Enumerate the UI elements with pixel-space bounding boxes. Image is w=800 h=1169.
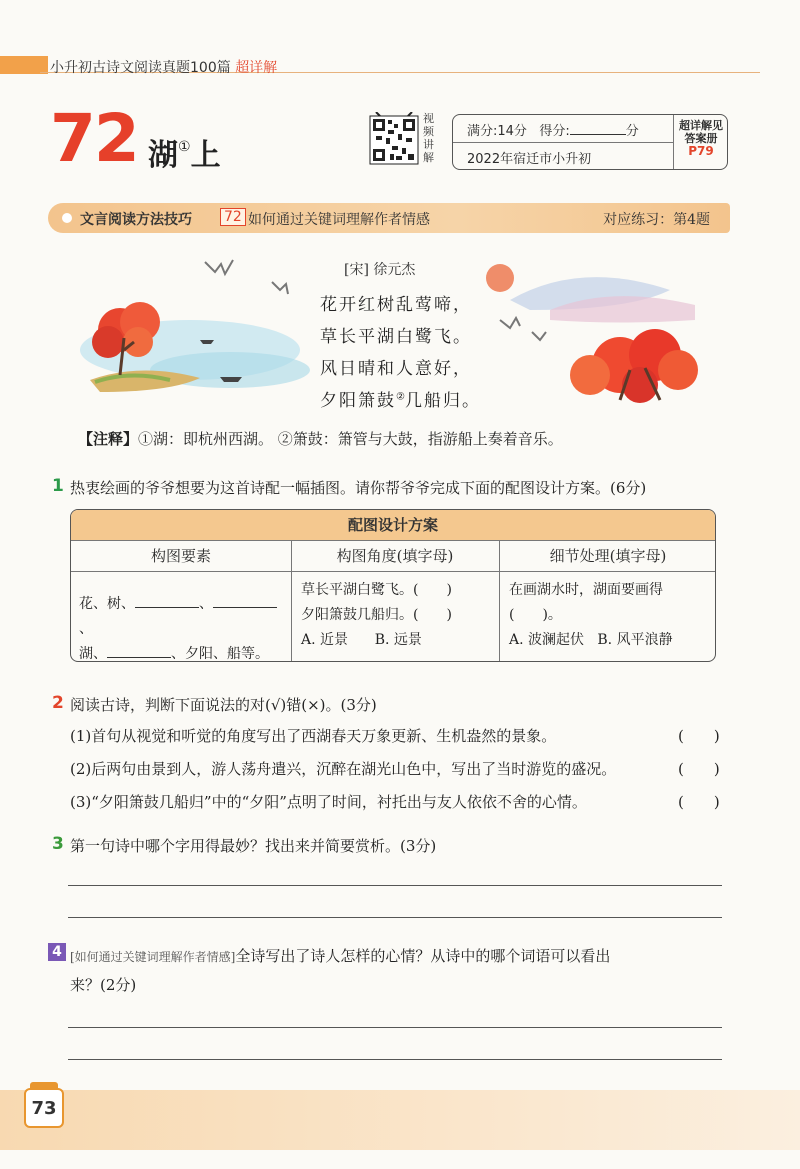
poem-author: [宋] 徐元杰 xyxy=(344,262,416,278)
element-blank-2[interactable] xyxy=(213,607,277,608)
score-divider xyxy=(453,142,673,143)
score-unit: 分 xyxy=(625,124,639,139)
lake-tree-illustration xyxy=(80,250,310,400)
method-topic: 如何通过关键词理解作者情感 xyxy=(248,212,430,228)
angle-question-2[interactable]: 夕阳箫鼓几船归。( ) xyxy=(301,607,452,623)
question-2-item-1: (1)首句从视觉和听觉的角度写出了西湖春天万象更新、生机盎然的景象。 xyxy=(70,727,557,745)
elements-row-1 xyxy=(79,592,289,642)
detail-option-a: A. 波澜起伏 xyxy=(509,632,585,648)
question-4-text-b: 来？(2分) xyxy=(70,976,137,994)
question-4-tag: [如何通过关键词理解作者情感] xyxy=(70,950,236,964)
question-2-item-2: (2)后两句由景到人，游人荡舟遣兴，沉醉在湖光山色中，写出了当时游览的盛况。 xyxy=(70,760,617,778)
poem-line-1: 花开红树乱莺啼， xyxy=(320,295,472,315)
elements-row-2 xyxy=(79,642,289,662)
question-3-number: 3 xyxy=(52,834,64,854)
col-head-detail: 细节处理(填字母) xyxy=(499,541,716,572)
angle-question-1[interactable]: 草长平湖白鹭飞。( ) xyxy=(301,582,452,598)
qr-code-icon[interactable] xyxy=(368,112,420,166)
score-row xyxy=(467,120,639,139)
question-2-text: 阅读古诗，判断下面说法的对(√)错(×)。(3分) xyxy=(70,696,377,714)
col-head-elements: 构图要素 xyxy=(71,541,291,572)
angle-options xyxy=(301,628,497,653)
score-vdivider xyxy=(673,115,674,169)
angle-option-b: B. 远景 xyxy=(374,632,422,648)
detail-question: 在画湖水时，湖面要画得 xyxy=(509,582,663,598)
answer-line[interactable] xyxy=(68,885,722,886)
question-4-number: 4 xyxy=(48,943,66,961)
question-2-item-3: (3)“夕阳箫鼓几船归”中的“夕阳”点明了时间，衬托出与友人依依不舍的心情。 xyxy=(70,793,587,811)
question-4-text-a: 全诗写出了诗人怎样的心情？从诗中的哪个词语可以看出 xyxy=(235,947,611,965)
detail-answer-bracket[interactable]: ( )。 xyxy=(509,607,562,623)
lesson-title-note: ① xyxy=(178,139,191,155)
notes-label: 【注释】 xyxy=(78,430,139,448)
series-highlight: 超详解 xyxy=(235,60,278,76)
score-label: 得分: xyxy=(539,124,570,139)
score-box xyxy=(452,114,728,170)
answer-note xyxy=(675,119,727,158)
poem-line-3: 风日晴和人意好， xyxy=(320,359,472,379)
sunset-tree-illustration xyxy=(470,250,700,405)
question-1-number: 1 xyxy=(52,476,64,496)
elements-sep: 、 xyxy=(199,596,213,612)
poem-line-4-note: ② xyxy=(396,391,405,403)
elements-sep: 、 xyxy=(79,621,93,637)
element-blank-3[interactable] xyxy=(107,657,171,658)
elements-row-2-text: 湖、 xyxy=(79,646,107,662)
angle-option-a: A. 近景 xyxy=(301,632,349,648)
poem-line-4-a: 夕阳箫鼓 xyxy=(320,391,396,411)
full-score: 满分:14分 xyxy=(467,124,527,139)
table-title: 配图设计方案 xyxy=(71,510,715,541)
angle-cell xyxy=(301,578,497,653)
question-4-text xyxy=(70,945,610,966)
page-number: 73 xyxy=(24,1088,64,1128)
detail-options xyxy=(509,628,713,653)
lesson-title-end: 上 xyxy=(190,138,221,173)
detail-cell xyxy=(509,578,713,653)
answer-note-text: 超详解见答案册 xyxy=(679,119,723,145)
score-blank[interactable] xyxy=(570,134,626,135)
question-1-text: 热衷绘画的爷爷想要为这首诗配一幅插图。请你帮爷爷完成下面的配图设计方案。(6分) xyxy=(70,479,647,497)
answer-line[interactable] xyxy=(68,1027,722,1028)
lesson-number: 72 xyxy=(50,100,138,177)
elements-cell xyxy=(79,592,289,662)
elements-row-2-end: 、夕阳、船等。 xyxy=(171,646,269,662)
lesson-title xyxy=(148,130,221,174)
poem-line-2: 草长平湖白鹭飞。 xyxy=(320,327,472,347)
elements-row-1-text: 花、树、 xyxy=(79,596,135,612)
element-blank-1[interactable] xyxy=(135,607,199,608)
question-2-bracket-3[interactable]: ( ) xyxy=(678,793,720,811)
method-number: 72 xyxy=(220,208,246,226)
poem-line-4-b: 几船归。 xyxy=(404,391,481,411)
poem-notes xyxy=(78,428,563,449)
lesson-title-text: 湖 xyxy=(148,138,178,173)
question-2-bracket-1[interactable]: ( ) xyxy=(678,727,720,745)
question-3-text: 第一句诗中哪个字用得最妙？找出来并简要赏析。(3分) xyxy=(70,837,437,855)
notes-text: ①湖：即杭州西湖。 ②箫鼓：箫管与大鼓，指游船上奏着音乐。 xyxy=(138,430,563,448)
qr-label: 视频讲解 xyxy=(423,112,434,164)
answer-line[interactable] xyxy=(68,1059,722,1060)
footer-band xyxy=(0,1090,800,1150)
table-divider xyxy=(291,541,292,662)
col-head-angle: 构图角度(填字母) xyxy=(291,541,499,572)
method-banner xyxy=(48,203,730,233)
table-divider xyxy=(499,541,500,662)
answer-line[interactable] xyxy=(68,917,722,918)
question-2-bracket-2[interactable]: ( ) xyxy=(678,760,720,778)
design-plan-table xyxy=(70,509,716,662)
poem-line-4 xyxy=(320,386,481,411)
answer-page: P79 xyxy=(688,144,714,158)
exam-source: 2022年宿迁市小升初 xyxy=(467,152,592,167)
series-title-text: 小升初古诗文阅读真题100篇 xyxy=(50,60,231,76)
series-title xyxy=(50,57,277,77)
question-2-number: 2 xyxy=(52,693,64,713)
method-practice: 对应练习：第4题 xyxy=(603,212,710,228)
detail-option-b: B. 风平浪静 xyxy=(597,632,673,648)
bullet-icon xyxy=(62,213,72,223)
method-label: 文言阅读方法技巧 xyxy=(80,212,192,228)
